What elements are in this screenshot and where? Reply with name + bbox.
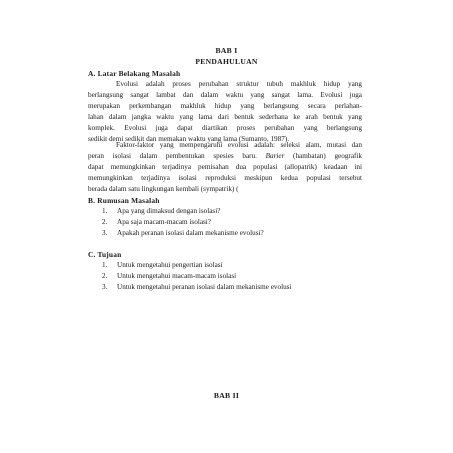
- paragraph-line: Evolusi adalah proses perubahan struktur tubuh makhluk hidup yang: [116, 80, 362, 88]
- list-text: Untuk mengetahui pengertian isolasi: [117, 261, 223, 269]
- paragraph-line: sedikit demi sedikit dan memakan waktu yang lama (Sumanto, 1987).: [88, 135, 290, 144]
- section-a-title: A. Latar Belakang Masalah: [88, 69, 181, 78]
- paragraph-line: berlangsung sangat lambat dan dalam waktu yang sangat lama. Evolusi juga: [88, 91, 362, 100]
- problem-list: [102, 206, 264, 240]
- list-text: Apakah peranan isolasi dalam mekanisme evolusi?: [117, 229, 264, 238]
- paragraph-line: Faktor-faktor yang mempengaruhi evolusi adalah: seleksi alam, mutasi dan: [116, 141, 362, 149]
- chapter-title: PENDAHULUAN: [195, 57, 258, 66]
- paragraph-line: berada dalam satu lingkungan kembali (sympatrik) (: [88, 185, 239, 194]
- background-paragraph-1: [88, 79, 362, 146]
- list-item: [102, 228, 264, 239]
- paragraph-line: komplek. Evolusi juga dapat diartikan proses perubahan yang berlangsung: [88, 124, 362, 133]
- list-item: [102, 271, 291, 282]
- list-number: 2.: [102, 218, 108, 227]
- paragraph-line: merupakan perkembangan makhluk hidup yang berlangsung secara perlahan-: [88, 102, 362, 111]
- list-item: [102, 206, 264, 217]
- background-paragraph-2: [88, 140, 362, 195]
- paragraph-line: memungkinkan terjadinya isolasi reproduksi meskipun kedua populasi tersebut: [88, 174, 362, 183]
- list-item: [102, 260, 291, 271]
- paragraph-line: lahan dalam jangka waktu yang lama dari bentuk sederhana ke arah bentuk yang: [88, 113, 362, 122]
- list-text: Untuk mengetahui peranan isolasi dalam mekanisme evolusi: [117, 283, 292, 292]
- list-number: 3.: [102, 229, 108, 238]
- section-c-title: C. Tujuan: [88, 250, 122, 259]
- paragraph-line: peran isolasi dalam pembentukan spesies baru. Barier (hambatan) geografik: [88, 152, 362, 161]
- list-text: Untuk mengetahui macam-macam isolasi: [117, 272, 237, 281]
- list-number: 3.: [102, 283, 108, 292]
- chapter-number: BAB I: [215, 46, 238, 55]
- list-item: [102, 282, 291, 293]
- next-chapter-number: BAB II: [213, 391, 240, 400]
- list-text: Apa yang dimaksud dengan isolasi?: [117, 207, 221, 215]
- list-text: Apa saja macam-macam isolasi?: [117, 218, 211, 227]
- list-item: [102, 217, 264, 228]
- list-number: 1.: [102, 261, 108, 269]
- list-number: 2.: [102, 272, 108, 281]
- paragraph-line: dapat memungkinkan terjadinya pemisahan dua populasi (allopatrik) keadaan ini: [88, 163, 362, 172]
- section-b-title: B. Rumusan Masalah: [88, 196, 160, 205]
- objective-list: [102, 260, 291, 294]
- list-number: 1.: [102, 207, 108, 215]
